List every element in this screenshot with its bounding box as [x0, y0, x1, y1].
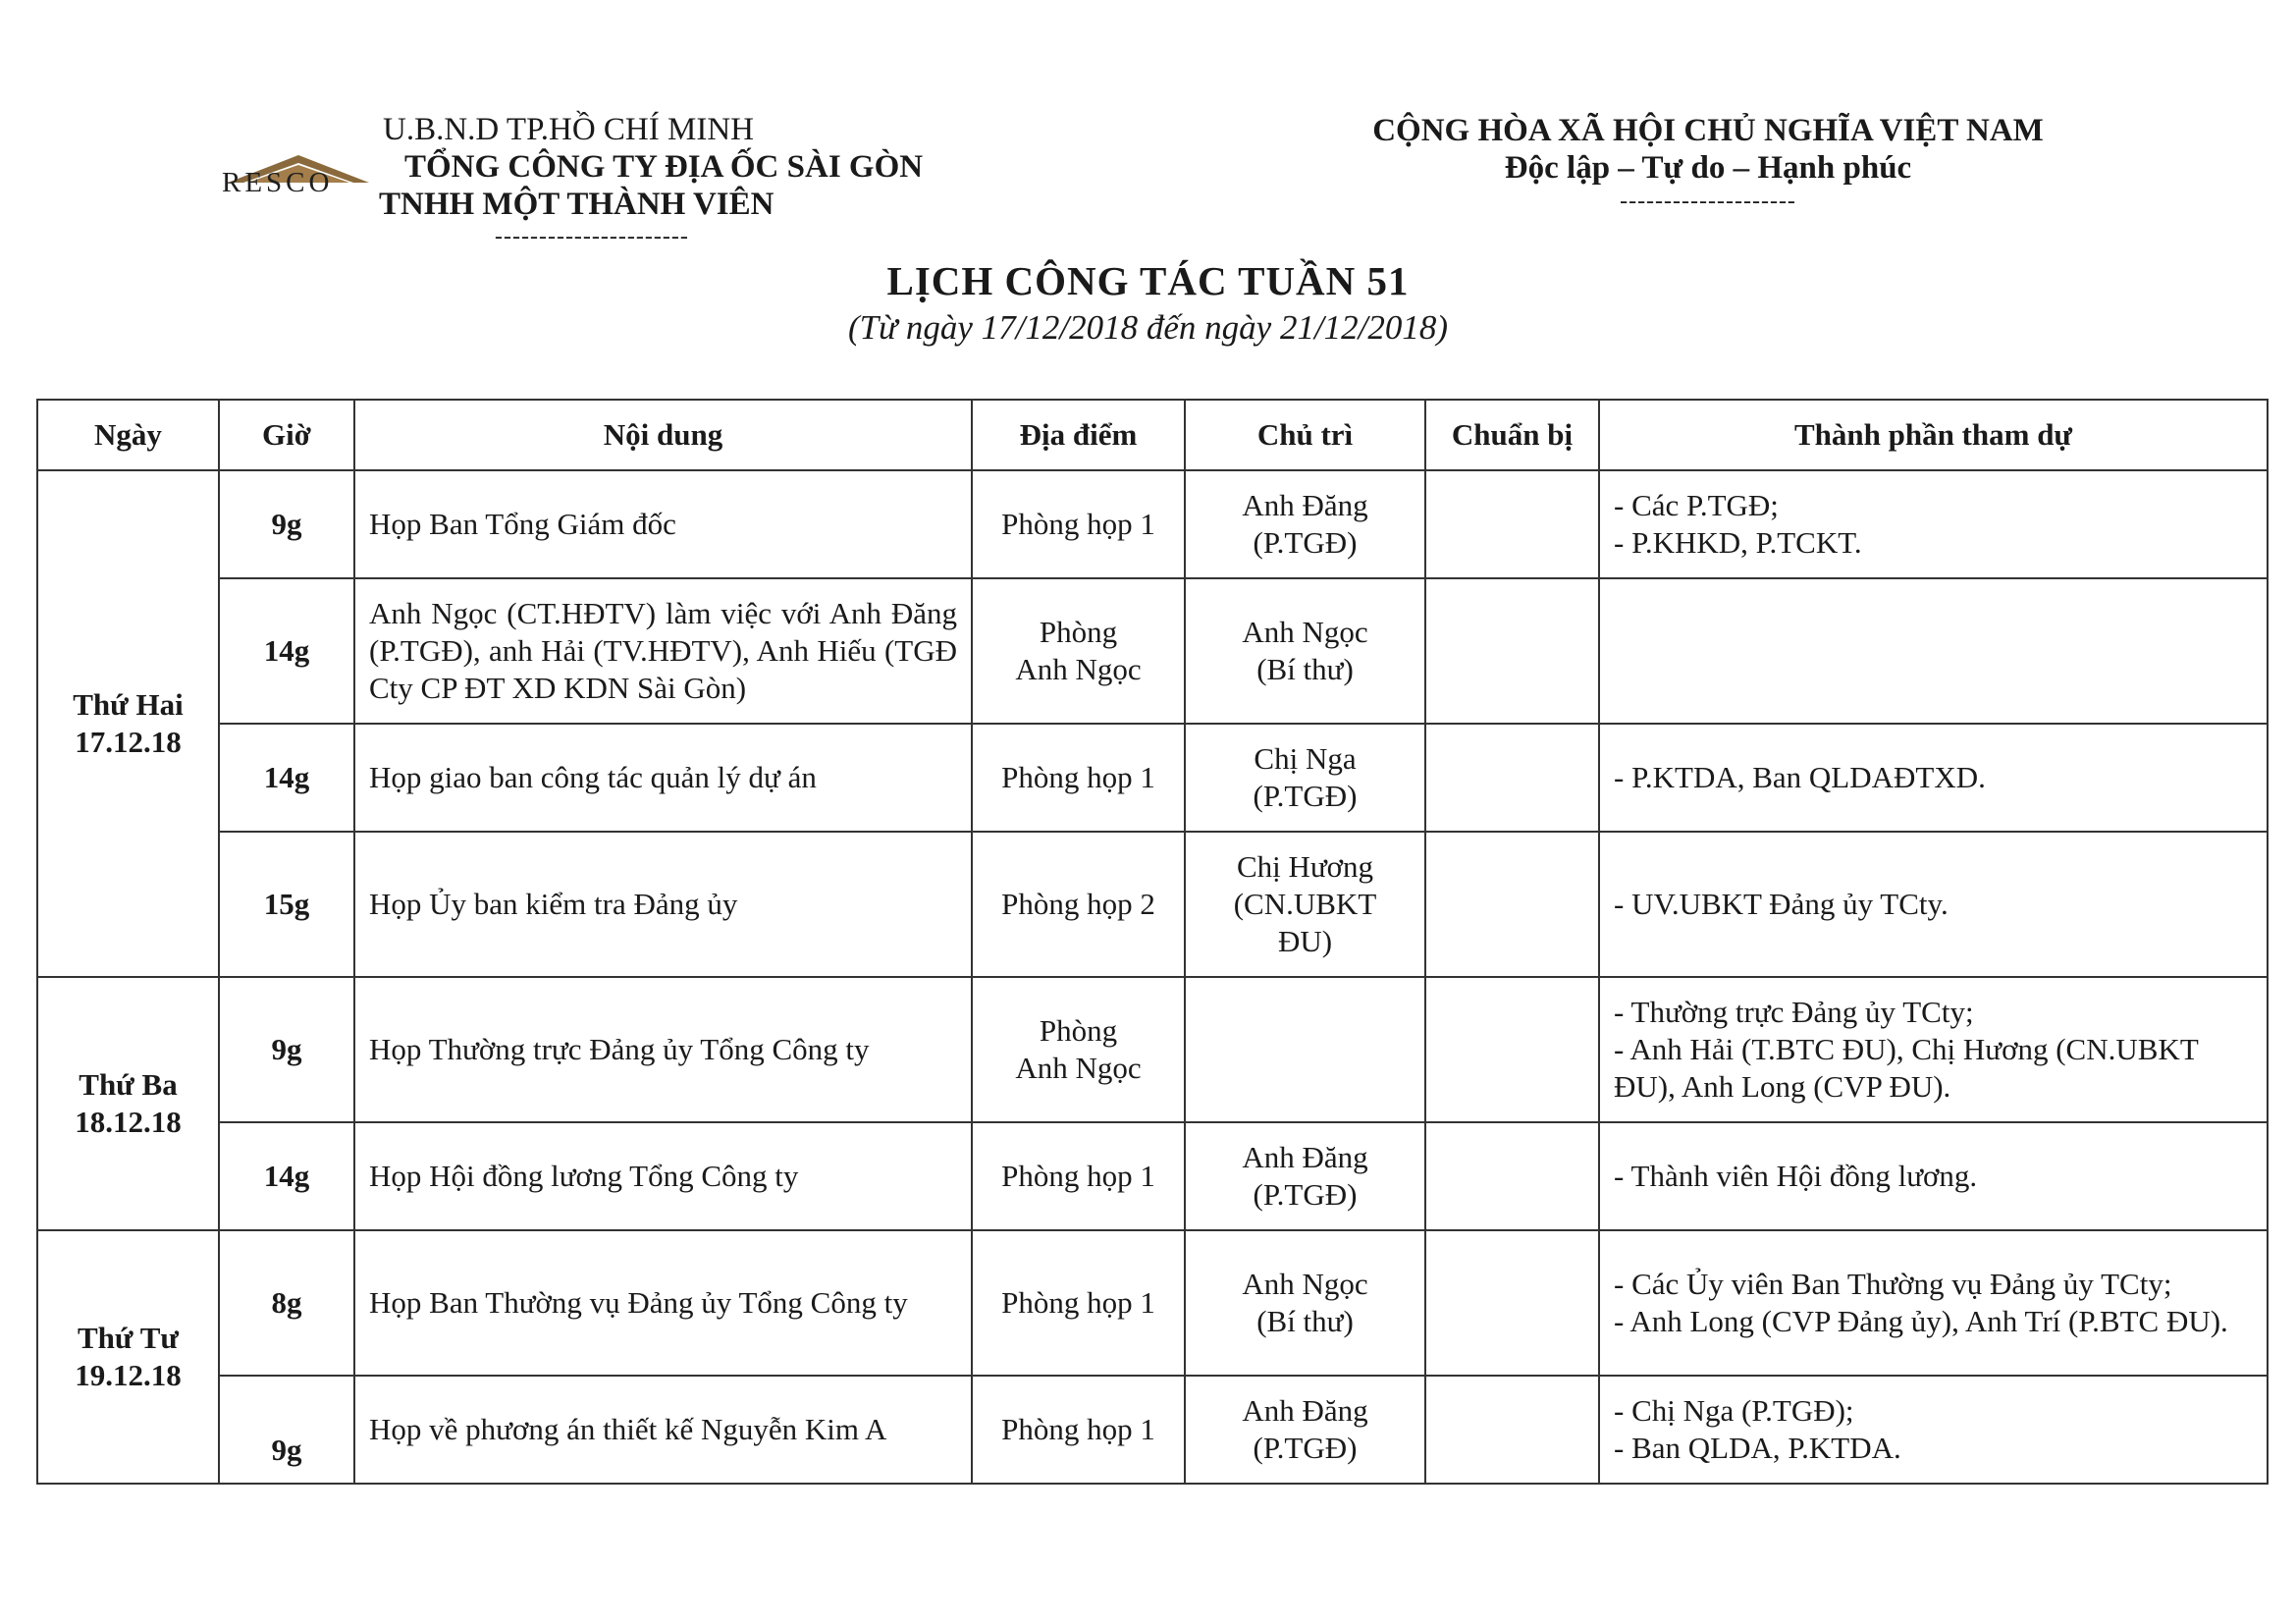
attendees-cell [1599, 832, 2268, 977]
content-cell: Họp giao ban công tác quản lý dự án [354, 724, 972, 832]
prep-cell [1425, 470, 1599, 578]
chair-line: (P.TGĐ) [1253, 1431, 1358, 1465]
schedule-table [36, 399, 2269, 1485]
page-title: LỊCH CÔNG TÁC TUẦN 51 [886, 258, 1410, 303]
time-cell: 9g [219, 1376, 354, 1484]
header-place: Địa điểm [972, 400, 1185, 470]
chair-line: (P.TGĐ) [1253, 779, 1358, 813]
attendees-cell [1599, 1122, 2268, 1230]
time-cell: 14g [219, 724, 354, 832]
content-cell: Họp Ủy ban kiểm tra Đảng ủy [354, 832, 972, 977]
table-row [37, 1376, 2268, 1484]
time-cell: 15g [219, 832, 354, 977]
chair-line: Anh Đăng [1242, 488, 1368, 522]
attendee-line: - P.KTDA, Ban QLDAĐTXD. [1614, 760, 1986, 794]
header-day: Ngày [37, 400, 219, 470]
day-name: Thứ Tư [78, 1321, 179, 1355]
content-cell: Họp Thường trực Đảng ủy Tổng Công ty [354, 977, 972, 1122]
place-cell [972, 977, 1185, 1122]
city-committee-line: U.B.N.D TP.HỒ CHÍ MINH [383, 112, 755, 147]
day-name: Thứ Ba [79, 1067, 178, 1102]
place-cell: Phòng họp 1 [972, 1230, 1185, 1376]
chair-line: (P.TGĐ) [1253, 525, 1358, 560]
attendees-cell [1599, 1230, 2268, 1376]
prep-cell [1425, 1122, 1599, 1230]
place-cell: Phòng họp 1 [972, 470, 1185, 578]
place-cell: Phòng họp 2 [972, 832, 1185, 977]
chair-line: (Bí thư) [1256, 652, 1354, 686]
place-line: Phòng [1039, 1013, 1118, 1048]
place-line: Anh Ngọc [1015, 652, 1142, 686]
attendee-line: - Các Ủy viên Ban Thường vụ Đảng ủy TCty; [1614, 1267, 2172, 1301]
day-name: Thứ Hai [73, 687, 184, 722]
national-motto: Độc lập – Tự do – Hạnh phúc [1504, 150, 1912, 186]
chair-line: (P.TGĐ) [1253, 1177, 1358, 1212]
chair-cell [1185, 470, 1425, 578]
time-cell: 9g [219, 977, 354, 1122]
table-row [37, 832, 2268, 977]
day-date: 18.12.18 [75, 1105, 182, 1139]
prep-cell [1425, 977, 1599, 1122]
place-cell: Phòng họp 1 [972, 724, 1185, 832]
chair-line: Anh Đăng [1242, 1140, 1368, 1174]
day-date: 19.12.18 [75, 1358, 182, 1392]
company-type-line: TNHH MỘT THÀNH VIÊN [379, 187, 774, 222]
time-cell: 14g [219, 578, 354, 724]
table-header-row [37, 400, 2268, 470]
header-attendees: Thành phần tham dự [1599, 400, 2268, 470]
prep-cell [1425, 1230, 1599, 1376]
day-cell [37, 1230, 219, 1484]
chair-cell [1185, 1376, 1425, 1484]
chair-cell [1185, 724, 1425, 832]
chair-cell [1185, 832, 1425, 977]
time-cell: 14g [219, 1122, 354, 1230]
day-cell [37, 470, 219, 977]
chair-line: Chị Nga [1254, 741, 1357, 776]
attendee-line: - Các P.TGĐ; [1614, 488, 1779, 522]
table-row [37, 1122, 2268, 1230]
national-header [1276, 112, 2140, 216]
chair-line: Anh Ngọc [1242, 615, 1368, 649]
prep-cell [1425, 724, 1599, 832]
prep-cell [1425, 1376, 1599, 1484]
attendee-line: - Ban QLDA, P.KTDA. [1614, 1431, 1901, 1465]
right-header-divider: -------------------- [1620, 189, 1796, 214]
chair-cell [1185, 1122, 1425, 1230]
chair-line: Chị Hương [1236, 849, 1374, 884]
attendee-line: - Anh Long (CVP Đảng ủy), Anh Trí (P.BTC ĐU). [1614, 1304, 2228, 1338]
day-date: 17.12.18 [75, 725, 182, 759]
company-name-line: TỔNG CÔNG TY ĐỊA ỐC SÀI GÒN [404, 149, 924, 185]
header-chair: Chủ trì [1185, 400, 1425, 470]
chair-cell [1185, 1230, 1425, 1376]
page-subtitle: (Từ ngày 17/12/2018 đến ngày 21/12/2018) [847, 308, 1449, 347]
logo-text: RESCO [222, 167, 334, 198]
place-line: Anh Ngọc [1015, 1051, 1142, 1085]
chair-cell [1185, 977, 1425, 1122]
table-row [37, 578, 2268, 724]
table-row [37, 470, 2268, 578]
chair-cell [1185, 578, 1425, 724]
header-preparation: Chuẩn bị [1425, 400, 1599, 470]
attendee-line: - UV.UBKT Đảng ủy TCty. [1614, 887, 1949, 921]
place-line: Phòng [1039, 615, 1118, 649]
content-cell: Họp Hội đồng lương Tổng Công ty [354, 1122, 972, 1230]
day-cell [37, 977, 219, 1230]
time-cell: 9g [219, 470, 354, 578]
attendee-line: - P.KHKD, P.TCKT. [1614, 525, 1862, 560]
chair-line: ĐU) [1277, 924, 1333, 958]
chair-line: Anh Ngọc [1242, 1267, 1368, 1301]
table-row [37, 1230, 2268, 1376]
place-cell [972, 578, 1185, 724]
prep-cell [1425, 832, 1599, 977]
place-cell: Phòng họp 1 [972, 1376, 1185, 1484]
national-title: CỘNG HÒA XÃ HỘI CHỦ NGHĨA VIỆT NAM [1372, 113, 2044, 148]
chair-line: (Bí thư) [1256, 1304, 1354, 1338]
header-time: Giờ [219, 400, 354, 470]
place-cell: Phòng họp 1 [972, 1122, 1185, 1230]
content-cell: Anh Ngọc (CT.HĐTV) làm việc với Anh Đăng (P.TGĐ), anh Hải (TV.HĐTV), Anh Hiếu (TGĐ Cty CP ĐT XD KDN Sài Gòn) [354, 578, 972, 724]
attendees-cell [1599, 724, 2268, 832]
chair-line: (CN.UBKT [1233, 887, 1377, 921]
header-content: Nội dung [354, 400, 972, 470]
attendee-line: - Thường trực Đảng ủy TCty; [1614, 995, 1974, 1029]
table-row [37, 724, 2268, 832]
attendees-cell [1599, 470, 2268, 578]
content-cell: Họp Ban Tổng Giám đốc [354, 470, 972, 578]
left-header-divider: ---------------------- [495, 224, 689, 249]
time-cell: 8g [219, 1230, 354, 1376]
attendees-cell [1599, 578, 2268, 724]
table-row [37, 977, 2268, 1122]
attendee-line: - Chị Nga (P.TGĐ); [1614, 1393, 1854, 1428]
content-cell: Họp Ban Thường vụ Đảng ủy Tổng Công ty [354, 1230, 972, 1376]
prep-cell [1425, 578, 1599, 724]
attendees-cell [1599, 977, 2268, 1122]
chair-line: Anh Đăng [1242, 1393, 1368, 1428]
attendee-line: - Anh Hải (T.BTC ĐU), Chị Hương (CN.UBKT ĐU), Anh Long (CVP ĐU). [1614, 1032, 2199, 1104]
attendees-cell [1599, 1376, 2268, 1484]
attendee-line: - Thành viên Hội đồng lương. [1614, 1159, 1978, 1193]
content-cell: Họp về phương án thiết kế Nguyễn Kim A [354, 1376, 972, 1484]
